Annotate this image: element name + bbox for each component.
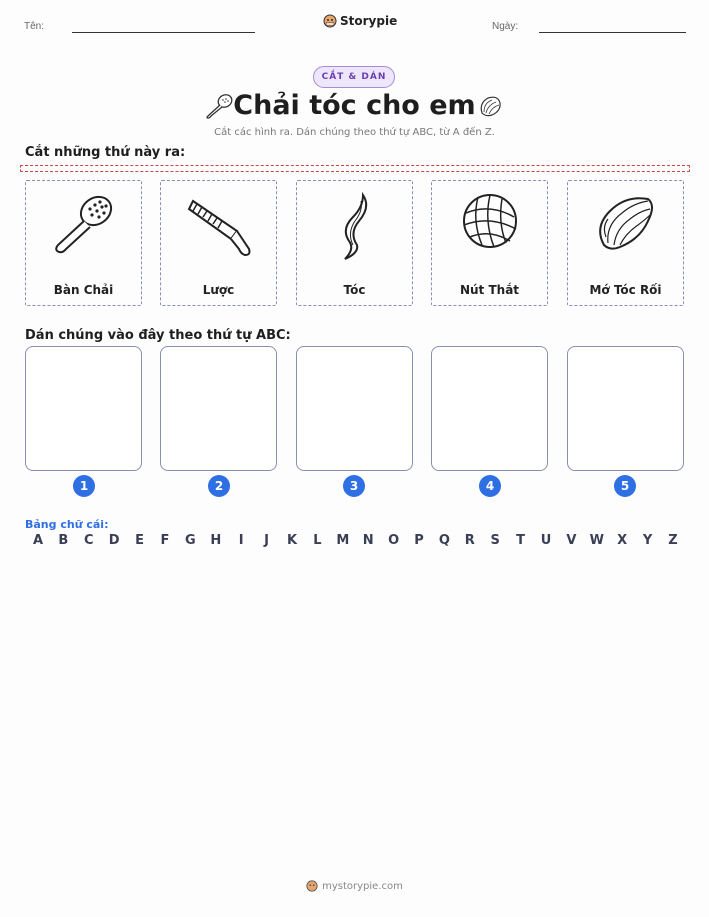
cutout-card-knot[interactable] bbox=[431, 180, 548, 306]
storypie-mascot-icon bbox=[306, 880, 318, 892]
brand-logo bbox=[323, 14, 397, 28]
tangled-hair-icon bbox=[476, 93, 504, 121]
cutout-card-tangled-hair[interactable] bbox=[567, 180, 684, 306]
tangled-hair-icon bbox=[586, 187, 666, 267]
slot-number: 5 bbox=[614, 475, 636, 497]
slot-number: 1 bbox=[73, 475, 95, 497]
card-label: Lược bbox=[202, 283, 235, 297]
alphabet-letter: T bbox=[516, 533, 526, 548]
alphabet-letter: V bbox=[566, 533, 577, 548]
activity-badge: CẮT & DÁN bbox=[313, 66, 395, 88]
footer-url[interactable]: mystorypie.com bbox=[322, 880, 403, 892]
page-title: Chải tóc cho em bbox=[233, 90, 476, 121]
alphabet-letter: I bbox=[238, 533, 244, 548]
paste-slot-2[interactable] bbox=[160, 346, 277, 471]
date-label: Ngày: bbox=[492, 21, 519, 32]
paste-slot-1[interactable] bbox=[25, 346, 142, 471]
cutout-card-hairbrush[interactable] bbox=[25, 180, 142, 306]
card-label: Mớ Tóc Rối bbox=[589, 283, 662, 297]
alphabet-letter: S bbox=[490, 533, 500, 548]
alphabet-letter: R bbox=[464, 533, 475, 548]
alphabet-letter: Y bbox=[642, 533, 653, 548]
alphabet-letter: O bbox=[388, 533, 400, 548]
cutout-card-comb[interactable] bbox=[160, 180, 277, 306]
card-label: Bàn Chải bbox=[53, 283, 114, 297]
alphabet-letter: J bbox=[264, 533, 270, 548]
cutout-card-hair[interactable] bbox=[296, 180, 413, 306]
alphabet-letter: H bbox=[210, 533, 222, 548]
alphabet-letter: M bbox=[336, 533, 350, 548]
paste-slot-3[interactable] bbox=[296, 346, 413, 471]
storypie-mascot-icon bbox=[323, 14, 337, 28]
alphabet-letter: C bbox=[84, 533, 94, 548]
name-field[interactable] bbox=[72, 32, 255, 33]
cut-section-heading: Cắt những thứ này ra: bbox=[25, 145, 186, 160]
comb-icon bbox=[179, 187, 259, 267]
alphabet-letter: N bbox=[362, 533, 374, 548]
alphabet-heading: Bảng chữ cái: bbox=[25, 518, 109, 531]
paste-section-heading: Dán chúng vào đây theo thứ tự ABC: bbox=[25, 328, 291, 343]
slot-number: 4 bbox=[479, 475, 501, 497]
alphabet-letter: U bbox=[540, 533, 552, 548]
slot-number: 3 bbox=[343, 475, 365, 497]
alphabet-letter: Q bbox=[438, 533, 450, 548]
alphabet-letter: L bbox=[313, 533, 322, 548]
alphabet-letter: B bbox=[58, 533, 69, 548]
footer bbox=[0, 880, 709, 892]
slot-number: 2 bbox=[208, 475, 230, 497]
knot-ball-icon bbox=[450, 187, 530, 267]
date-field[interactable] bbox=[539, 32, 686, 33]
alphabet-letter: A bbox=[32, 533, 44, 548]
alphabet-letter: X bbox=[617, 533, 628, 548]
cut-line bbox=[20, 165, 690, 172]
alphabet-letter: D bbox=[108, 533, 120, 548]
brand-name: Storypie bbox=[340, 14, 398, 28]
card-label: Tóc bbox=[343, 283, 366, 297]
hairbrush-icon bbox=[44, 187, 124, 267]
paste-slot-5[interactable] bbox=[567, 346, 684, 471]
alphabet-letter: Z bbox=[668, 533, 678, 548]
name-label: Tên: bbox=[24, 21, 45, 32]
card-label: Nút Thắt bbox=[459, 283, 520, 297]
alphabet-letter: E bbox=[135, 533, 145, 548]
alphabet-letter: P bbox=[414, 533, 424, 548]
hair-strand-icon bbox=[315, 187, 395, 267]
alphabet-letter: G bbox=[185, 533, 196, 548]
alphabet-letter: F bbox=[160, 533, 170, 548]
alphabet-letter: W bbox=[589, 533, 604, 548]
instructions: Cắt các hình ra. Dán chúng theo thứ tự ABC, từ A đến Z. bbox=[214, 127, 495, 138]
paste-slot-4[interactable] bbox=[431, 346, 548, 471]
alphabet-letter: K bbox=[286, 533, 298, 548]
